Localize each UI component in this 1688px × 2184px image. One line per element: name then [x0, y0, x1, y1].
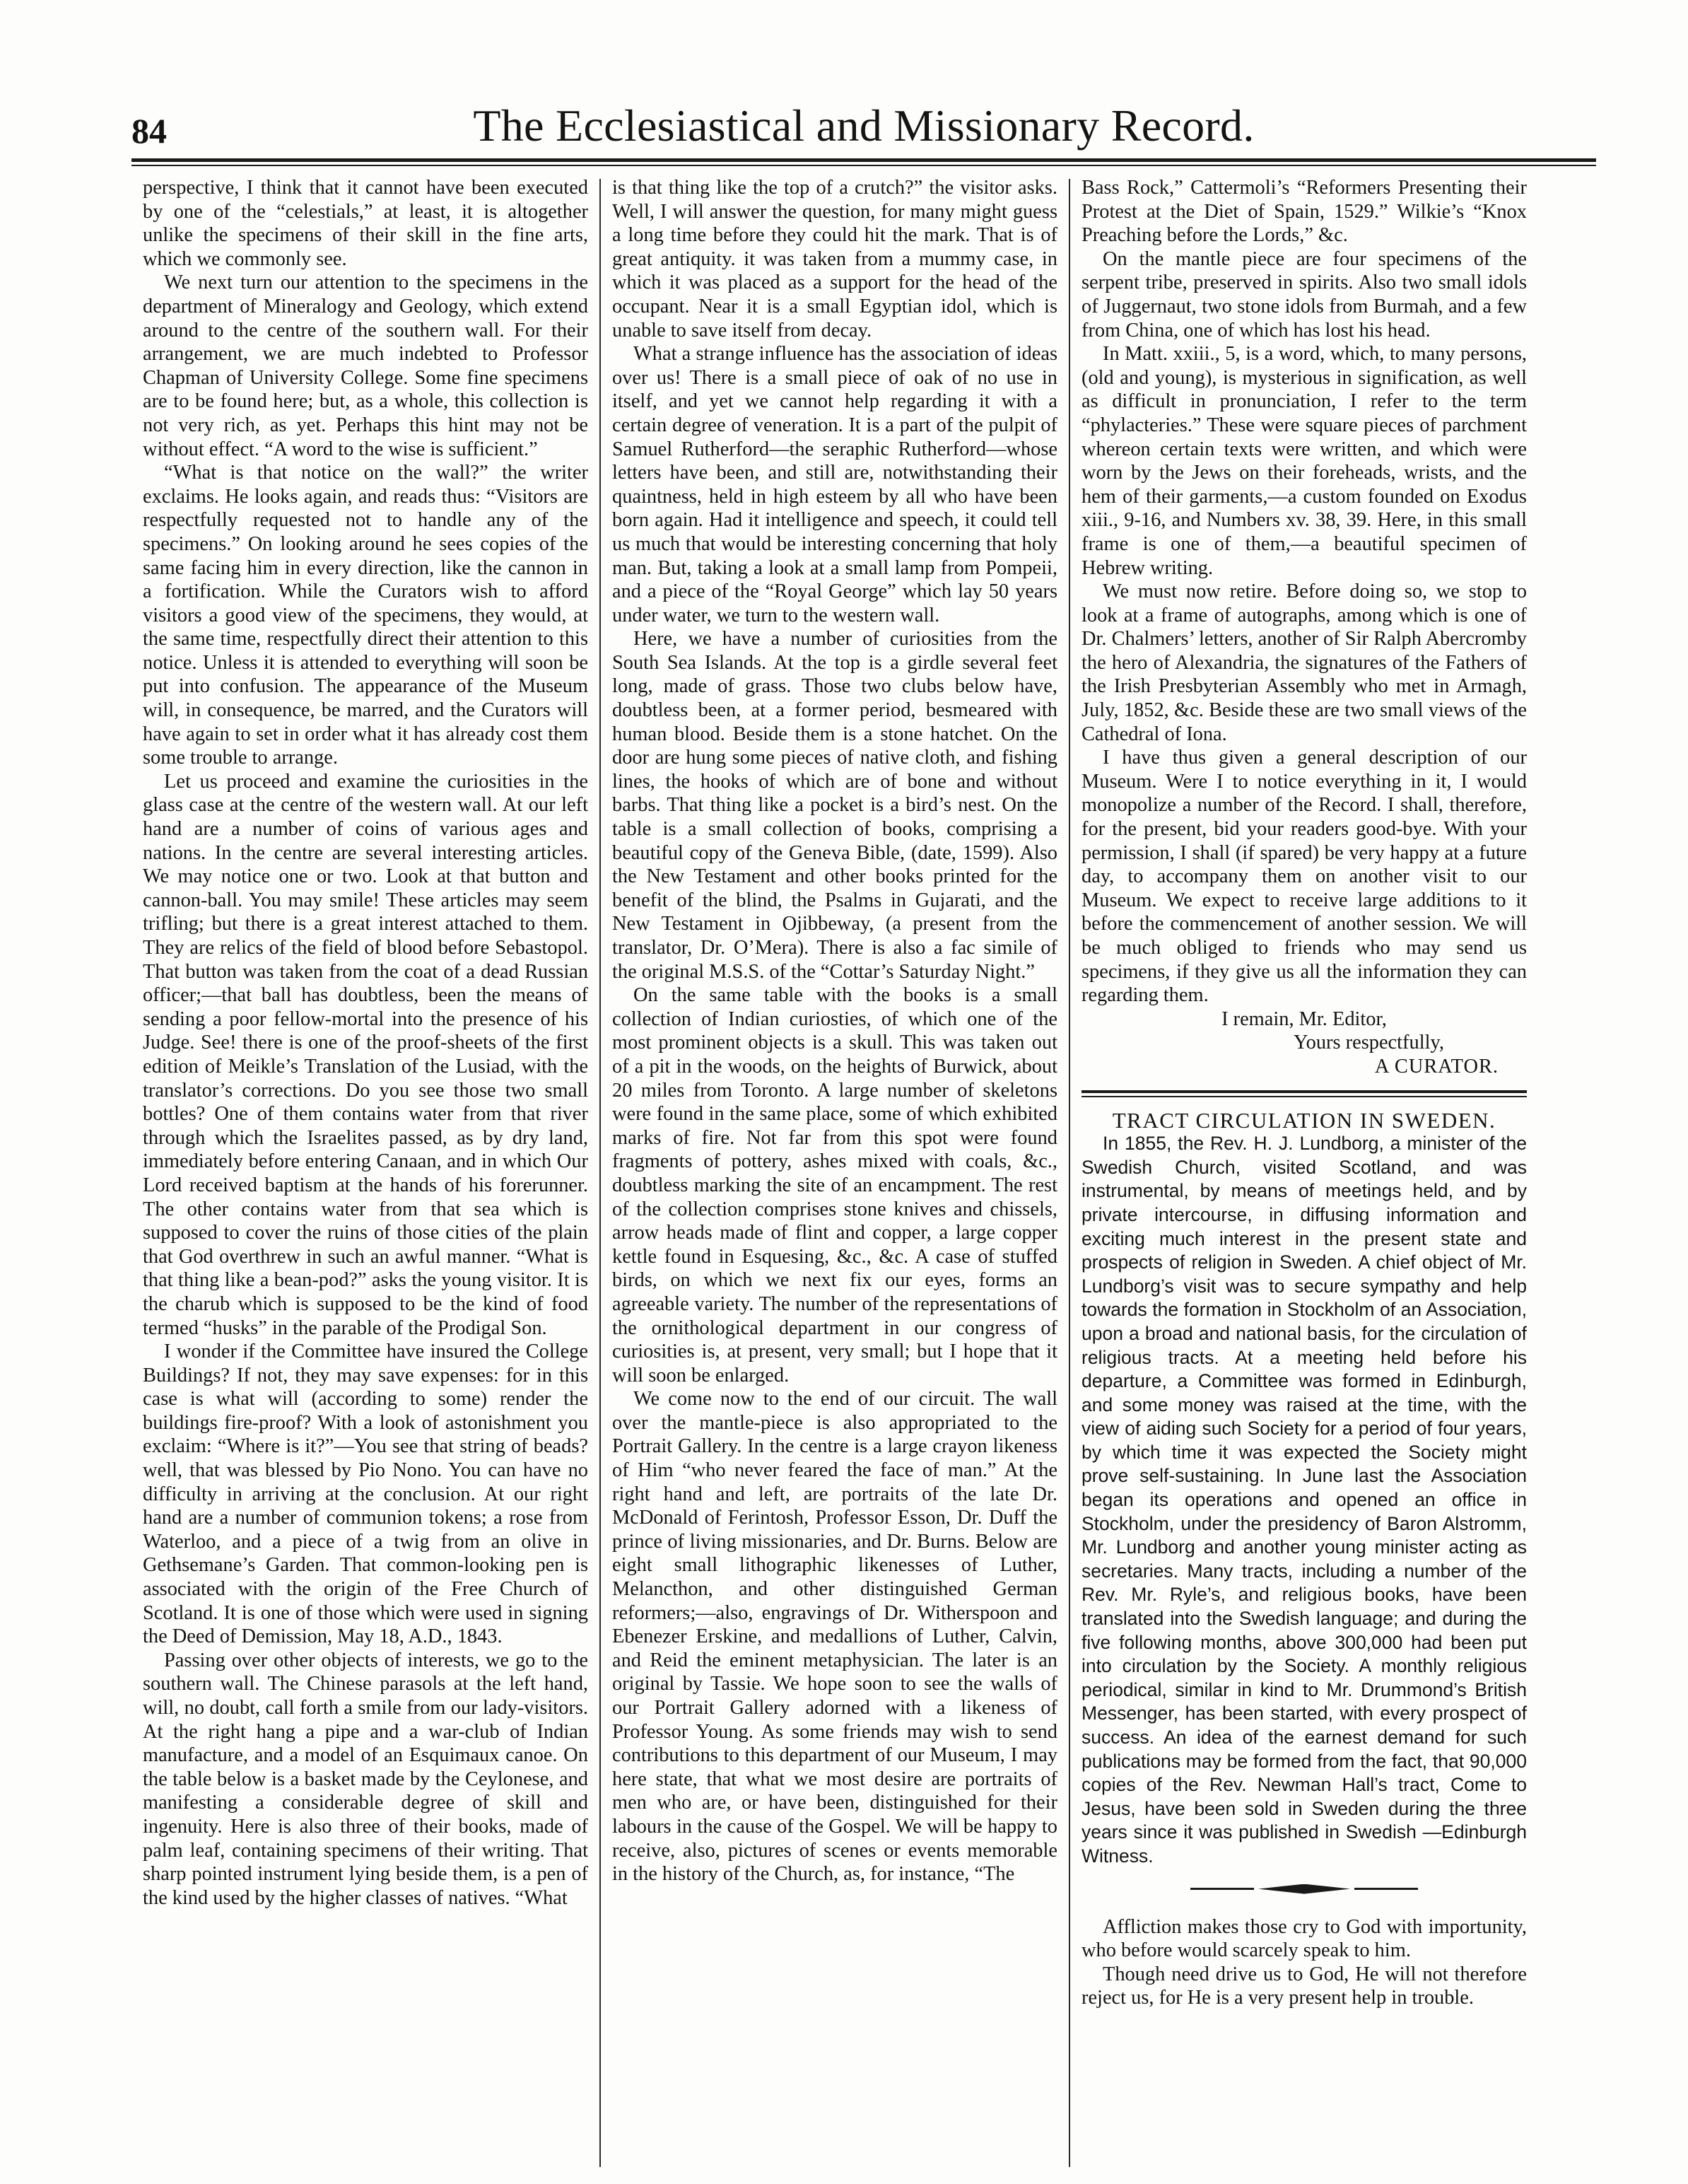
- ornament-diamond-icon: [1258, 1884, 1350, 1894]
- closing-paragraph: Though need drive us to God, He will not therefore reject us, for He is a very present help in trouble.: [1082, 1963, 1527, 2009]
- ornament-divider: [1082, 1884, 1527, 1894]
- ornament-bar-right: [1354, 1888, 1418, 1890]
- signoff-remain: I remain, Mr. Editor,: [1221, 1008, 1387, 1030]
- paragraph: is that thing like the top of a crutch?” the visitor asks. Well, I will answer the question, for many might guess a long time before they could hit the mark. That is of great antiquity. it was taken from a mummy case, in which it was placed as a support for the head of the occupant. Near it is a small Egyptian idol, which is unable to save itself from decay.: [612, 177, 1057, 341]
- column-3: [1070, 176, 1538, 2167]
- journal-title: The Ecclesiastical and Missionary Record.: [473, 100, 1255, 151]
- paragraph: We next turn our attention to the specimens in the department of Mineralogy and Geology, which extend around to the centre of the southern wall. For their arrangement, we are much indebted to Professor Chapman of University College. Some fine specimens are to be found here; but, as a whole, this collection is not very rich, as yet. Perhaps this hint may not be without effect. “A word to the wise is sufficient.”: [143, 271, 588, 460]
- paragraph: What a strange influence has the association of ideas over us! There is a small piece of oak of no use in itself, and yet we cannot help regarding it with a certain degree of veneration. It is a part of the pulpit of Samuel Rutherford—the seraphic Rutherford—whose letters have been, and still are, notwithstanding their quaintness, held in high esteem by all who have been born again. Had it intelligence and speech, it could tell us much that would be interesting concerning that holy man. But, taking a look at a small lamp from Pompeii, and a piece of the “Royal George” which lay 50 years under water, we turn to the western wall.: [612, 343, 1057, 626]
- text-columns: [131, 176, 1596, 2167]
- section-rule-thick: [1082, 1090, 1527, 1093]
- paragraph: “What is that notice on the wall?” the writer exclaims. He looks again, and reads thus: “Visitors are respectfully requested not to handle any of the specimens.” On looking around he sees copies of the same facing him in every direction, like the cannon in a fortification. While the Curators wish to afford visitors a good view of the specimens, they would, at the same time, respectfully direct their attention to this notice. Unless it is attended to everything will soon be put into confusion. The appearance of the Museum will, in consequence, be marred, and the Curators will have again to set in order what it has already cost them some trouble to arrange.: [143, 462, 588, 769]
- column-1: [131, 176, 599, 2167]
- paragraph: I wonder if the Committee have insured the College Buildings? If not, they may save expenses: for in this case is what will (according to some) render the buildings fire-proof? With a look of astonishment you exclaim: “Where is it?”—You see that string of beads? well, that was blessed by Pio Nono. You can have no difficulty in arriving at the conclusion. At our right hand are a number of communion tokens; a rose from Waterloo, and a piece of a twig from an olive in Gethsemane’s Garden. That common-looking pen is associated with the origin of the Free Church of Scotland. It is one of those which were used in signing the Deed of Demission, May 18, A.D., 1843.: [143, 1341, 588, 1648]
- paragraph: In Matt. xxiii., 5, is a word, which, to many persons, (old and young), is mysterious in signification, as well as difficult in pronunciation, I refer to the term “phylacteries.” These were square pieces of parchment whereon certain texts were written, and which were worn by the Jews on their foreheads, wrists, and the hem of their garments,—a custom founded on Exodus xiii., 9-16, and Numbers xv. 38, 39. Here, in this small frame is one of them,—a beautiful specimen of Hebrew writing.: [1082, 343, 1527, 579]
- paragraph: On the mantle piece are four specimens of the serpent tribe, preserved in spirits. Also two small idols of Juggernaut, two stone idols from Burmah, and a few from China, one of which has lost his head.: [1082, 247, 1527, 341]
- paragraph: I have thus given a general description of our Museum. Were I to notice everything in it, I would monopolize a number of the Record. I shall, therefore, for the present, bid your readers good-bye. With your permission, I shall (if spared) be very happy at a future day, to accompany them on another visit to our Museum. We expect to receive large additions to it before the commencement of another session. We will be much obliged to friends who may send us specimens, if they give us all the information they can regarding them.: [1082, 747, 1527, 1007]
- tract-heading: TRACT CIRCULATION IN SWEDEN.: [1112, 1107, 1496, 1133]
- paragraph: perspective, I think that it cannot have been executed by one of the “celestials,” at least, it is altogether unlike the specimens of their skill in the fine arts, which we commonly see.: [143, 177, 588, 270]
- column-2: [601, 176, 1069, 2167]
- page-header: [131, 93, 1596, 151]
- paragraph: On the same table with the books is a small collection of Indian curiosties, of which one of the most prominent objects is a skull. This was taken out of a pit in the woods, on the heights of Burwick, about 20 miles from Toronto. A large number of skeletons were found in the same place, some of which exhibited marks of fire. Not far from this spot were found fragments of pottery, ashes mixed with coals, &c., doubtless marking the site of an encampment. The rest of the collection comprises stone knives and chissels, arrow heads made of flint and copper, a large copper kettle found in Esquesing, &c., &c. A case of stuffed birds, on which we next fix our eyes, forms an agreeable variety. The number of the representations of the ornithological department in our congress of curiosities is, at present, very small; but I hope that it will soon be enlarged.: [612, 984, 1057, 1386]
- tract-article: [1082, 1132, 1527, 1868]
- signoff-yours: Yours respectfully,: [1294, 1032, 1444, 1054]
- page-number: 84: [131, 111, 167, 151]
- paragraph: We come now to the end of our circuit. The wall over the mantle-piece is also appropriated to the Portrait Gallery. In the centre is a large crayon likeness of Him “who never feared the face of man.” At the right hand and left, are portraits of the late Dr. McDonald of Ferintosh, Professor Esson, Dr. Duff the prince of living missionaries, and Dr. Burns. Below are eight small lithographic likenesses of Luther, Melancthon, and other distinguished German reformers;—also, engravings of Dr. Witherspoon and Ebenezer Erskine, and medallions of Luther, Calvin, and Reid the eminent metaphysician. The later is an original by Tassie. We hope soon to see the walls of our Portrait Gallery adorned with a likeness of Professor Young. As some friends may wish to send contributions to this department of our Museum, I may here state, that what we most desire are portraits of men who are, or have been, distinguished for their labours in the cause of the Gospel. We will be happy to receive, also, pictures of scenes or events memorable in the history of the Church, as, for instance, “The: [612, 1388, 1057, 1886]
- paragraph: Passing over other objects of interests, we go to the southern wall. The Chinese parasols at the left hand, will, no doubt, call forth a smile from our lady-visitors. At the right hang a pipe and a war-club of Indian manufacture, and a model of an Esquimaux canoe. On the table below is a basket made by the Ceylonese, and manifesting a considerable degree of skill and ingenuity. Here is also three of their books, made of palm leaf, containing specimens of their writing. That sharp pointed instrument lying beside them, is a pen of the kind used by the higher classes of natives. “What: [143, 1649, 588, 1909]
- paragraph: Bass Rock,” Cattermoli’s “Reformers Presenting their Protest at the Diet of Spain, 1529.” Wilkie’s “Knox Preaching before the Lords,” &c.: [1082, 177, 1527, 247]
- paragraph: Here, we have a number of curiosities from the South Sea Islands. At the top is a girdle several feet long, made of grass. Those two clubs below have, doubtless been, at a former period, besmeared with human blood. Beside them is a stone hatchet. On the door are hung some pieces of native cloth, and fishing lines, the hooks of which are of bone and without barbs. That thing like a pocket is a bird’s nest. On the table is a small collection of books, comprising a beautiful copy of the Geneva Bible, (date, 1599). Also the New Testament and other books printed for the benefit of the blind, the Psalms in Gujarati, and the New Testament in Ojibbeway, (a present from the translator, Dr. O’Mera). There is also a fac simile of the original M.S.S. of the “Cottar’s Saturday Night.”: [612, 628, 1057, 983]
- tract-body: In 1855, the Rev. H. J. Lundborg, a minister of the Swedish Church, visited Scotland, and was instrumental, by means of meetings held, and by private intercourse, in diffusing information and exciting much interest in the present state and prospects of religion in Sweden. A chief object of Mr. Lundborg’s visit was to secure sympathy and help towards the formation in Stockholm of an Association, upon a broad and national basis, for the circulation of religious tracts. At a meeting held before his departure, a Committee was formed in Edinburgh, and some money was raised at the time, with the view of aiding such Society for a period of four years, by which time it was expected the Society might prove self-sustaining. In June last the Association began its operations and opened an office in Stockholm, under the presidency of Baron Alstromm, Mr. Lundborg and another young minister acting as secretaries. Many tracts, including a number of the Rev. Mr. Ryle’s, and religious books, have been translated into the Swedish language; and during the five following months, above 300,000 had been put into circulation by the Society. A monthly religious periodical, similar in kind to Mr. Drummond’s British Messenger, has been started, with every prospect of success. An idea of the earnest demand for such publications may be formed from the fact, that 90,000 copies of the Rev. Newman Hall’s tract, Come to Jesus, have been sold in Sweden during the three years since it was published in Swedish —Edinburgh Witness.: [1082, 1133, 1527, 1867]
- ornament-bar-left: [1190, 1888, 1254, 1890]
- signoff-name: A CURATOR.: [1374, 1055, 1499, 1078]
- paragraph: We must now retire. Before doing so, we stop to look at a frame of autographs, among which is one of Dr. Chalmers’ letters, another of Sir Ralph Abercromby the hero of Alexandria, the signatures of the Fathers of the Irish Presbyterian Assembly who met in Armagh, July, 1852, &c. Beside these are two small views of the Cathedral of Iona.: [1082, 580, 1527, 745]
- header-rule-thick: [131, 158, 1596, 162]
- paragraph: Let us proceed and examine the curiosities in the glass case at the centre of the western wall. At our left hand are a number of coins of various ages and nations. In the centre are several interesting articles. We may notice one or two. Look at that button and cannon-ball. You may smile! These articles may seem trifling; but there is a great interest attached to them. They are relics of the field of blood before Sebastopol. That button was taken from the coat of a dead Russian officer;—that ball has doubtless, been the means of sending a poor fellow-mortal into the presence of his Judge. See! there is one of the proof-sheets of the first edition of Meikle’s Translation of the Lusiad, with the translator’s corrections. Do you see those two small bottles? One of them contains water from that river through which the Israelites passed, as by dry land, immediately before entering Canaan, and in which Our Lord received baptism at the hands of his forerunner. The other contains water from that sea which is supposed to cover the ruins of those cities of the plain that God overthrew in such an awful manner. “What is that thing like a bean-pod?” asks the young visitor. It is the charub which is supposed to be the kind of food termed “husks” in the parable of the Prodigal Son.: [143, 770, 588, 1339]
- closing-paragraph: Affliction makes those cry to God with importunity, who before would scarcely speak to him.: [1082, 1915, 1527, 1962]
- header-rule-thin: [131, 165, 1596, 166]
- section-rule-thin: [1082, 1096, 1527, 1097]
